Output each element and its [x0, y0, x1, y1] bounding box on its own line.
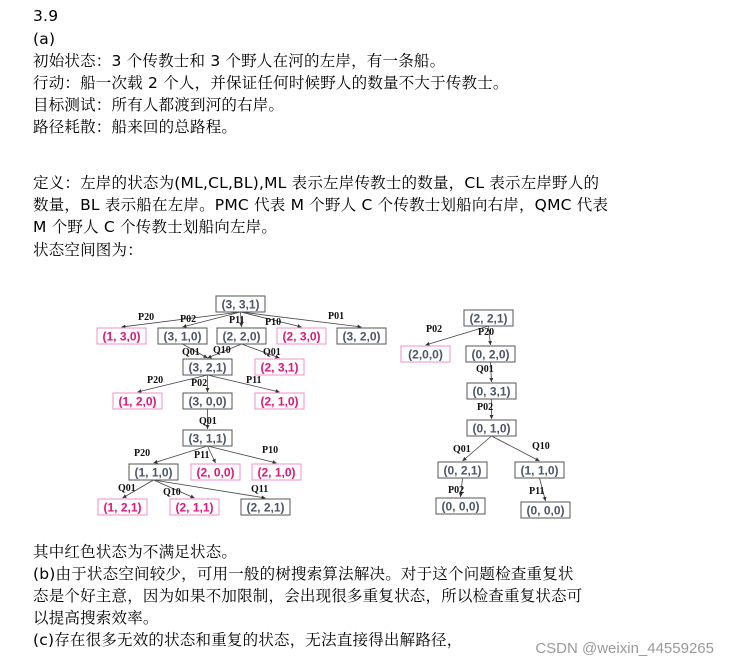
invalid-state-node — [252, 464, 301, 480]
state-label: (0, 1,0) — [472, 421, 511, 436]
edge-label: P02 — [180, 314, 197, 325]
state-node — [436, 498, 485, 514]
edge-label: Q01 — [199, 416, 217, 427]
state-node — [158, 328, 207, 344]
edge-label: P11 — [529, 486, 545, 497]
invalid-state-node — [98, 499, 147, 515]
section-number: 3.9 — [33, 7, 59, 25]
edge-label: Q01 — [263, 347, 281, 358]
edge-label: Q10 — [163, 487, 181, 498]
edge-label: Q11 — [251, 484, 269, 495]
part-a-heading: (a) — [33, 30, 56, 48]
state-node — [467, 420, 516, 436]
part-b-text-2: 态是个好主意，因为如果不加限制，会出现很多重复状态，所以检查重复状态可 — [33, 587, 583, 605]
state-space-heading: 状态空间图为： — [33, 241, 143, 259]
invalid-state-node — [170, 499, 219, 515]
edge-label: Q01 — [476, 364, 494, 375]
edge-label: Q01 — [453, 444, 471, 455]
state-node — [241, 499, 290, 515]
state-label: (3, 2,1) — [188, 360, 227, 375]
state-node — [216, 296, 265, 312]
path-cost-text: 路径耗散：船来回的总路程。 — [33, 118, 238, 136]
state-label: (2, 2,1) — [469, 311, 508, 326]
initial-state-text: 初始状态：3 个传教士和 3 个野人在河的左岸，有一条船。 — [33, 52, 446, 70]
definition-text-3: M 个野人 C 个传教士划船向左岸。 — [33, 218, 278, 236]
state-label: (1, 1,0) — [520, 463, 559, 478]
state-node — [464, 310, 513, 326]
state-label: (3, 0,0) — [188, 394, 227, 409]
state-label: (3, 1,0) — [163, 329, 202, 344]
state-label: (1, 1,0) — [134, 465, 173, 480]
state-label: (0, 0,0) — [441, 499, 480, 514]
edge-label: P10 — [265, 317, 282, 328]
right-state-tree — [401, 310, 570, 518]
edge-label: P02 — [426, 324, 443, 335]
state-node — [183, 393, 232, 409]
edge-label: P02 — [191, 378, 208, 389]
state-label: (0, 2,0) — [471, 347, 510, 362]
edge-label: Q01 — [182, 347, 200, 358]
part-c-text: (c)存在很多无效的状态和重复的状态，无法直接得出解路径， — [33, 631, 463, 649]
red-state-note: 其中红色状态为不满足状态。 — [33, 543, 238, 561]
edge-label: Q01 — [118, 483, 136, 494]
state-label: (2, 0,0) — [196, 465, 235, 480]
part-b-text-1: (b)由于状态空间较少，可用一般的树搜索算法解决。对于这个问题检查重复状 — [33, 565, 574, 583]
state-label: (1, 2,0) — [118, 394, 157, 409]
state-label: (1, 3,0) — [102, 329, 141, 344]
state-label: (2, 3,0) — [282, 329, 321, 344]
state-node — [183, 430, 232, 446]
state-label: (3, 2,0) — [342, 329, 381, 344]
state-label: (2, 3,1) — [260, 360, 299, 375]
state-label: (2,0,0) — [408, 347, 443, 362]
invalid-state-node — [97, 328, 146, 344]
state-node — [515, 462, 564, 478]
state-label: (1, 2,1) — [103, 500, 142, 515]
edge-arrow — [208, 375, 280, 392]
invalid-state-node — [113, 393, 162, 409]
state-label: (2, 1,0) — [257, 465, 296, 480]
invalid-state-node — [255, 393, 304, 409]
edge-label: P02 — [448, 485, 465, 496]
state-node — [467, 383, 516, 399]
definition-text-1: 定义：左岸的状态为(ML,CL,BL),ML 表示左岸传教士的数量，CL 表示左岸野人的 — [33, 174, 600, 192]
invalid-state-node — [277, 328, 326, 344]
edge-label: P20 — [147, 375, 164, 386]
state-label: (2, 2,1) — [246, 500, 285, 515]
edge-label: P02 — [477, 402, 494, 413]
state-label: (2, 1,0) — [260, 394, 299, 409]
state-label: (0, 0,0) — [526, 503, 565, 518]
state-label: (2, 1,1) — [175, 500, 214, 515]
edge-label: P20 — [138, 312, 155, 323]
state-label: (2, 2,0) — [222, 329, 261, 344]
invalid-state-node — [255, 359, 304, 375]
left-state-tree — [97, 296, 386, 515]
edge-label: Q10 — [532, 441, 550, 452]
edge-label: P11 — [229, 315, 245, 326]
state-node — [129, 464, 178, 480]
goal-test-text: 目标测试：所有人都渡到河的右岸。 — [33, 96, 285, 114]
state-label: (3, 1,1) — [188, 431, 227, 446]
action-text: 行动：船一次载 2 个人，并保证任何时候野人的数量不大于传教士。 — [33, 74, 509, 92]
state-node — [337, 328, 386, 344]
edge-label: P20 — [478, 327, 495, 338]
part-b-text-3: 以提高搜索效率。 — [33, 609, 159, 627]
state-label: (0, 3,1) — [472, 384, 511, 399]
state-node — [217, 328, 266, 344]
state-label: (3, 3,1) — [221, 297, 260, 312]
watermark: CSDN @weixin_44559265 — [535, 640, 714, 657]
definition-text-2: 数量，BL 表示船在左岸。PMC 代表 M 个野人 C 个传教士划船向右岸，QMC 代表 — [33, 196, 609, 214]
edge-label: P01 — [328, 311, 345, 322]
state-node — [438, 462, 487, 478]
edge-label: P10 — [262, 445, 279, 456]
state-node — [521, 502, 570, 518]
state-label: (0, 2,1) — [443, 463, 482, 478]
state-node — [401, 346, 450, 362]
state-node — [183, 359, 232, 375]
edge-label: P11 — [246, 375, 262, 386]
invalid-state-node — [191, 464, 240, 480]
edge-label: P20 — [134, 448, 151, 459]
state-node — [466, 346, 515, 362]
edge-label: Q10 — [213, 345, 231, 356]
edge-label: P11 — [194, 450, 210, 461]
